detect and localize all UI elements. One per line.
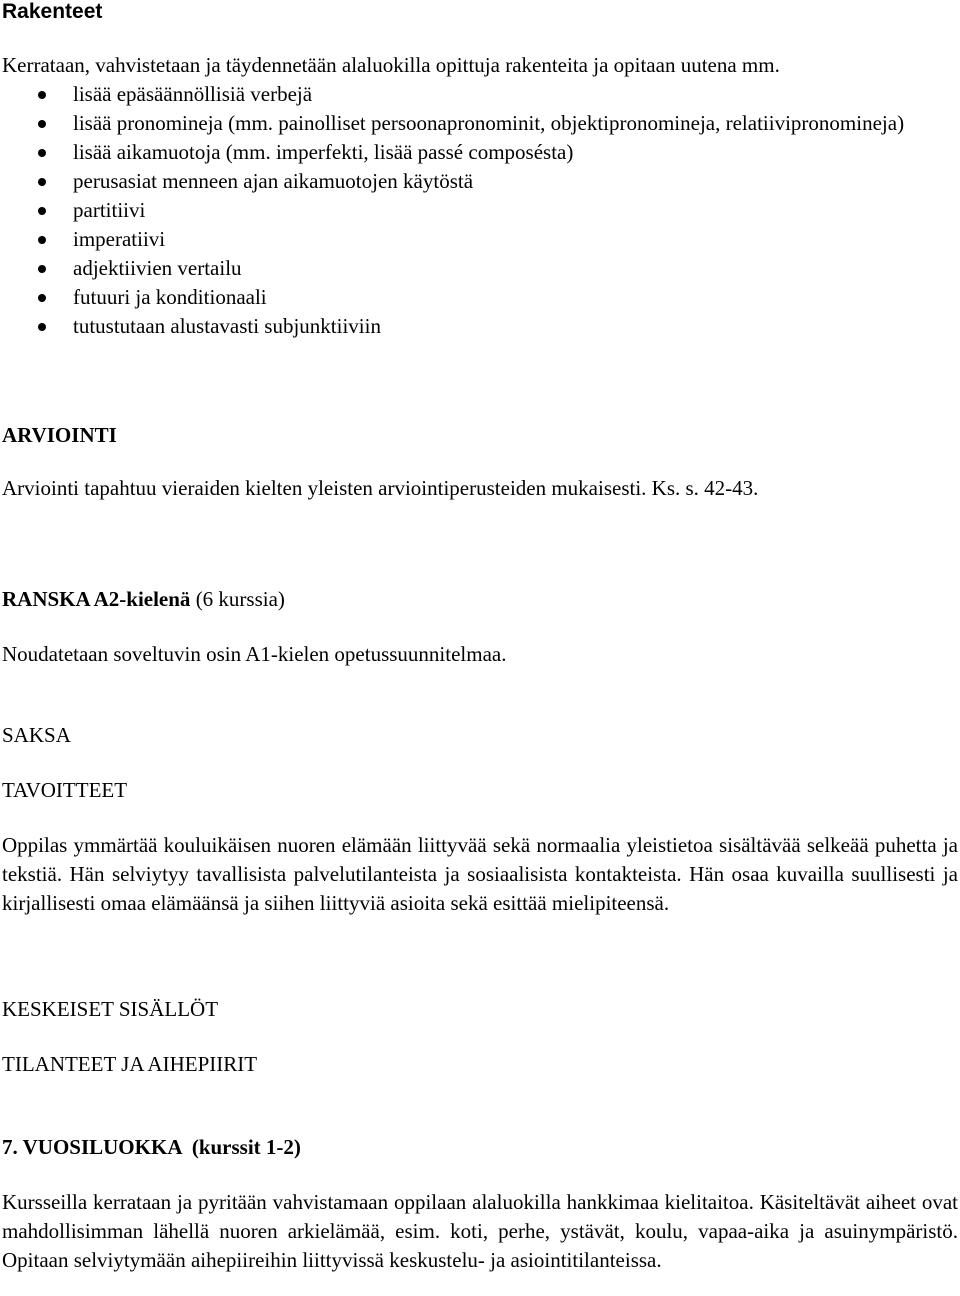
list-item: lisää pronomineja (mm. painolliset persoonapronominit, objektipronomineja, relatiivipronomineja)	[0, 109, 956, 138]
rakenteet-list	[0, 80, 956, 341]
list-item: imperatiivi	[0, 225, 956, 254]
ranska-a2-heading	[2, 585, 285, 614]
arviointi-text: Arviointi tapahtuu vieraiden kielten yleisten arviointiperusteiden mukaisesti. Ks. s. 42-43.	[2, 476, 759, 500]
bullet-icon	[38, 120, 46, 128]
list-item: lisää epäsäännöllisiä verbejä	[0, 80, 956, 109]
saksa-heading: SAKSA	[2, 723, 71, 747]
list-item: futuuri ja konditionaali	[0, 283, 956, 312]
tavoitteet-text: Oppilas ymmärtää kouluikäisen nuoren elämään liittyvää sekä normaalia yleistietoa sisältävää selkeää puhetta ja tekstiä. Hän selviytyy tavallisista palvelutilanteista ja sosiaalisista kontakteista. Hän osaa kuvailla suullisesti ja kirjallisesti omaa elämäänsä ja siihen liittyviä asioita sekä esittää mielipiteensä.	[2, 833, 958, 915]
list-item: tutustutaan alustavasti subjunktiiviin	[0, 312, 956, 341]
ranska-a2-heading-bold: RANSKA A2-kielenä	[2, 587, 191, 611]
vuosiluokka-heading: 7. VUOSILUOKKA (kurssit 1-2)	[2, 1135, 301, 1159]
ranska-a2-text: Noudatetaan soveltuvin osin A1-kielen opetussuunnitelmaa.	[2, 642, 507, 666]
list-item: lisää aikamuotoja (mm. imperfekti, lisää passé composésta)	[0, 138, 956, 167]
tavoitteet-heading: TAVOITTEET	[2, 778, 128, 802]
tilanteet-heading: TILANTEET JA AIHEPIIRIT	[2, 1052, 258, 1076]
ranska-a2-heading-rest: (6 kurssia)	[190, 587, 285, 611]
rakenteet-heading: Rakenteet	[2, 0, 103, 23]
bullet-icon	[38, 91, 46, 99]
keskeiset-sisallot-heading: KESKEISET SISÄLLÖT	[2, 997, 219, 1021]
bullet-icon	[38, 294, 46, 302]
rakenteet-intro: Kerrataan, vahvistetaan ja täydennetään alaluokilla opittuja rakenteita ja opitaan uutena mm.	[2, 53, 780, 77]
bullet-icon	[38, 236, 46, 244]
list-item: perusasiat menneen ajan aikamuotojen käytöstä	[0, 167, 956, 196]
bullet-icon	[38, 265, 46, 273]
bullet-icon	[38, 178, 46, 186]
list-item: adjektiivien vertailu	[0, 254, 956, 283]
list-item: partitiivi	[0, 196, 956, 225]
bullet-icon	[38, 149, 46, 157]
arviointi-heading: ARVIOINTI	[2, 423, 117, 447]
bullet-icon	[38, 323, 46, 331]
bullet-icon	[38, 207, 46, 215]
vuosiluokka-text: Kursseilla kerrataan ja pyritään vahvistamaan oppilaan alaluokilla hankkimaa kielitaitoa. Käsiteltävät aiheet ovat mahdollisimman lähellä nuoren arkielämää, esim. koti, perhe, ystävät, koulu, vapaa-aika ja asuinympäristö. Opitaan selviytymään aihepiireihin liittyvissä keskustelu- ja asiointitilanteissa.	[2, 1190, 958, 1272]
